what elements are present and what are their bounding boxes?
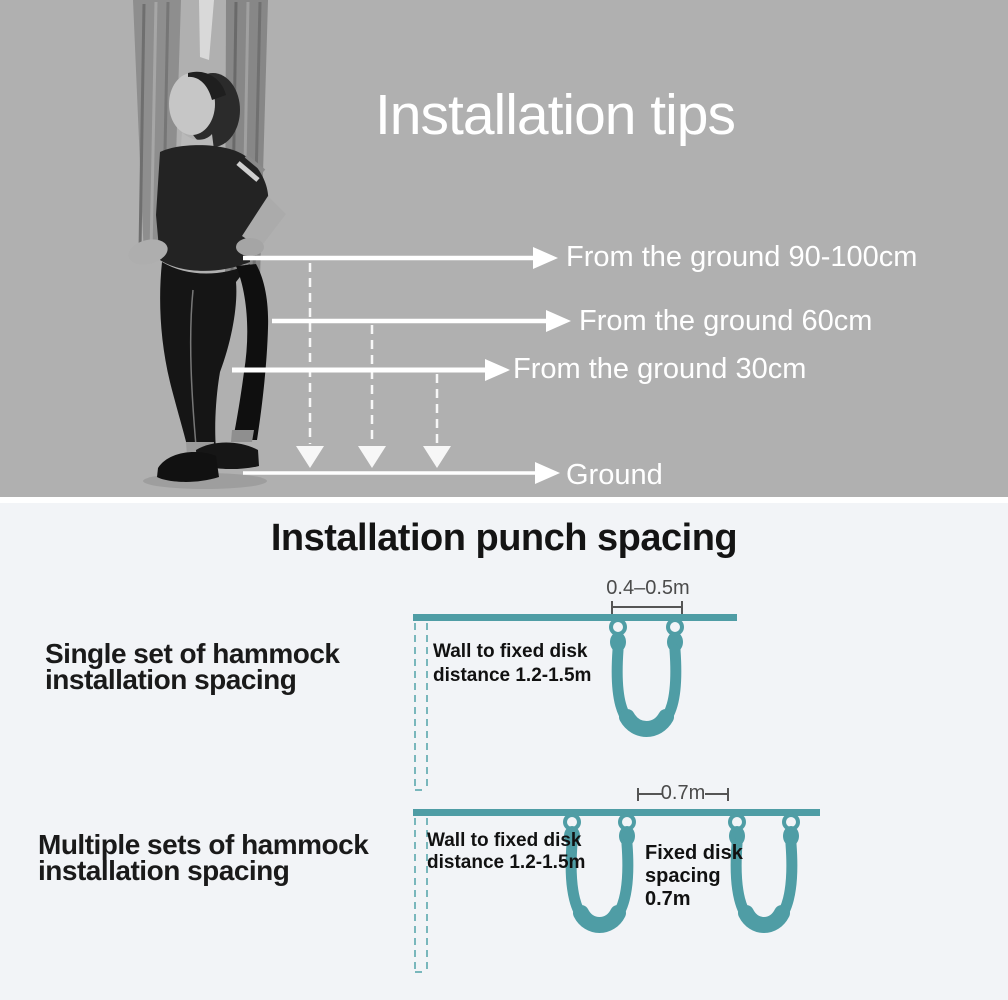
section-title-installation-tips: Installation tips [374, 83, 736, 147]
spacing-note-line1: Fixed disk [645, 842, 743, 864]
arrow-ground-icon [243, 462, 560, 484]
spacing-note-line3: 0.7m [645, 888, 691, 910]
spacing-note-line2: spacing [645, 865, 721, 887]
wall-note-line2: distance 1.2-1.5m [433, 665, 592, 686]
ceiling-bar [413, 809, 820, 816]
installation-tips-section [0, 0, 1008, 497]
heading-single-line1: Single set of hammock [45, 638, 340, 669]
arrow-60cm-icon [272, 310, 571, 332]
drop-arrow-3-icon [423, 374, 451, 468]
arrow-90-100cm-icon [243, 247, 558, 269]
fixed-disk-spacing-note [645, 842, 743, 911]
ceiling-bar [413, 614, 737, 621]
dimension-label-07m: 0.7m [660, 782, 706, 804]
label-from-ground-90-100cm: From the ground 90-100cm [566, 241, 918, 273]
heading-multiple-line2: installation spacing [38, 855, 290, 886]
wall-note-line1: Wall to fixed disk [427, 830, 582, 851]
heading-single-set [45, 638, 340, 695]
label-ground: Ground [566, 459, 663, 491]
dimension-line-icon [612, 601, 682, 614]
heading-multiple-sets [38, 829, 369, 886]
wall-distance-note-multiple [427, 830, 585, 874]
drop-arrow-1-icon [296, 263, 324, 468]
anchor-ring-icon [611, 620, 625, 634]
heading-single-line2: installation spacing [45, 664, 297, 695]
label-from-ground-30cm: From the ground 30cm [513, 353, 807, 385]
wall-distance-note-single [433, 640, 591, 688]
wall-note-line2: distance 1.2-1.5m [427, 852, 586, 873]
label-from-ground-60cm: From the ground 60cm [579, 305, 873, 337]
drop-arrow-2-icon [358, 325, 386, 468]
section-title-punch-spacing: Installation punch spacing [270, 517, 738, 559]
wall-dashed-line [415, 623, 427, 790]
dimension-label-04-05m: 0.4–0.5m [606, 577, 690, 599]
heading-multiple-line1: Multiple sets of hammock [38, 829, 369, 860]
wall-dashed-line [415, 818, 427, 972]
anchor-ring-icon [668, 620, 682, 634]
wall-note-line1: Wall to fixed disk [433, 641, 588, 662]
diagram-multiple-hammocks [400, 780, 840, 985]
hammock-sling [610, 620, 683, 730]
